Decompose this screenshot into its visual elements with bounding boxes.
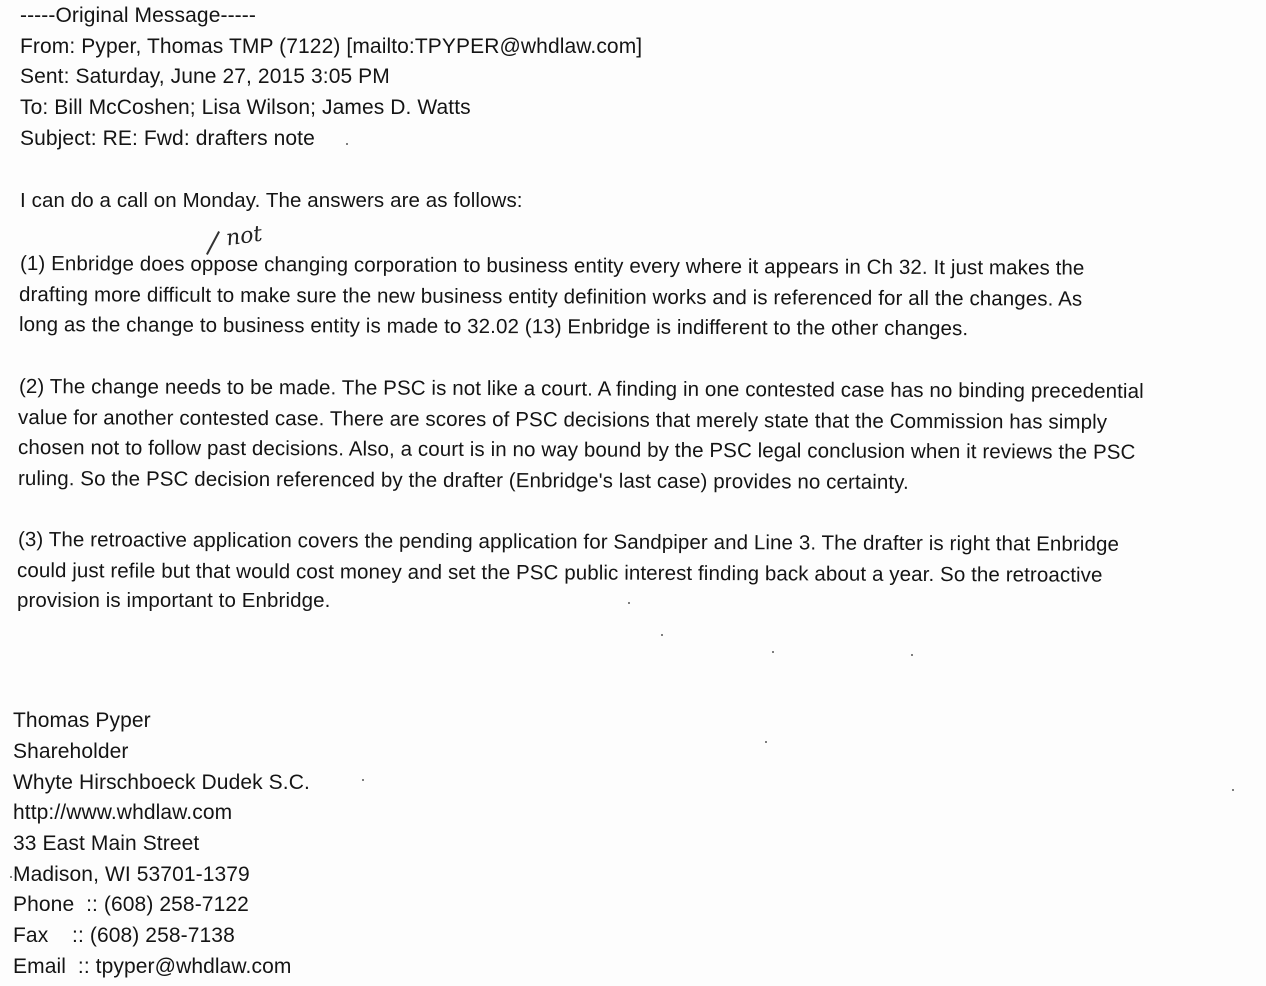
handwritten-annotation: not: [224, 221, 264, 252]
scan-speck: [346, 143, 348, 145]
scan-speck: [772, 651, 774, 653]
answer-3-line-2: could just refile but that would cost money and set the PSC public interest finding back about a year. So the retroactive: [16, 559, 1103, 587]
to-line: To: Bill McCoshen; Lisa Wilson; James D. Watts: [20, 96, 471, 119]
signature-street: 33 East Main Street: [13, 832, 200, 855]
scan-speck: [1232, 789, 1234, 791]
intro-line: I can do a call on Monday. The answers are as follows:: [20, 189, 523, 212]
signature-fax: Fax :: (608) 258-7138: [13, 924, 235, 947]
answer-2-line-4: ruling. So the PSC decision referenced by the drafter (Enbridge's last case) provides no certainty.: [17, 467, 909, 494]
answer-2-line-3: chosen not to follow past decisions. Also, a court is in no way bound by the PSC legal conclusion when it reviews the PSC: [17, 436, 1136, 464]
signature-name: Thomas Pyper: [13, 709, 151, 732]
scan-speck: [362, 779, 364, 781]
signature-firm: Whyte Hirschboeck Dudek S.C.: [13, 771, 310, 794]
answer-3-line-1: (3) The retroactive application covers the pending application for Sandpiper and Line 3. The drafter is right that Enbridge: [17, 528, 1120, 556]
answer-2-line-1: (2) The change needs to be made. The PSC is not like a court. A finding in one contested case has no binding precedential: [18, 375, 1144, 403]
scan-speck: [661, 634, 663, 636]
answer-1-line-1: (1) Enbridge does oppose changing corporation to business entity every where it appears in Ch 32. It just makes the: [19, 252, 1085, 280]
sent-line: Sent: Saturday, June 27, 2015 3:05 PM: [20, 65, 390, 88]
answer-3-line-3: provision is important to Enbridge.: [17, 589, 331, 612]
scan-speck: [10, 876, 12, 878]
from-line: From: Pyper, Thomas TMP (7122) [mailto:TPYPER@whdlaw.com]: [20, 35, 643, 58]
answer-1-line-2: drafting more difficult to make sure the new business entity definition works and is referenced for all the changes. As: [18, 283, 1083, 311]
handwritten-insert-mark: [206, 231, 220, 255]
signature-city: Madison, WI 53701-1379: [13, 863, 250, 886]
scan-speck: [911, 654, 913, 656]
scan-speck: [765, 741, 767, 743]
original-message-separator: -----Original Message-----: [20, 4, 256, 27]
signature-website: http://www.whdlaw.com: [13, 801, 233, 824]
signature-phone: Phone :: (608) 258-7122: [13, 893, 249, 916]
signature-email: Email :: tpyper@whdlaw.com: [13, 955, 292, 978]
scan-speck: [628, 602, 630, 604]
answer-2-line-2: value for another contested case. There are scores of PSC decisions that merely state that the Commission has simply: [17, 406, 1108, 434]
signature-title: Shareholder: [13, 740, 129, 763]
subject-line: Subject: RE: Fwd: drafters note: [20, 127, 315, 150]
answer-1-line-3: long as the change to business entity is made to 32.02 (13) Enbridge is indifferent to the other changes.: [18, 313, 969, 341]
